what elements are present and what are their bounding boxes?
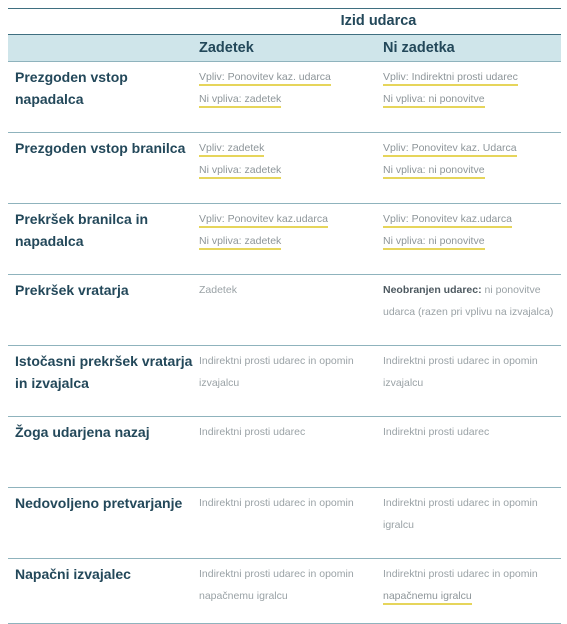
cell-text: Ni vpliva: ni ponovitve <box>383 164 485 179</box>
cell-text: Indirektni prosti udarec in opomin <box>383 568 538 580</box>
table-row <box>8 416 561 487</box>
cell-text: Ni vpliva: zadetek <box>199 164 281 179</box>
cell-goal: Indirektni prosti udarec in opomin izvajalcu <box>199 355 354 389</box>
row-label: Napačni izvajalec <box>15 566 131 582</box>
cell-no-goal <box>383 279 561 323</box>
cell-no-goal: Indirektni prosti udarec <box>383 426 490 438</box>
column-header-row <box>8 34 561 61</box>
cell-text: Vpliv: Ponovitev kaz. Udarca <box>383 142 517 157</box>
column-header-goal: Zadetek <box>199 40 254 56</box>
cell-goal <box>199 66 377 110</box>
cell-goal: Indirektni prosti udarec in opomin napačnemu igralcu <box>199 568 354 602</box>
table-row <box>8 203 561 274</box>
column-header-no-goal: Ni zadetka <box>383 40 455 56</box>
cell-bold-text: Neobranjen udarec: <box>383 284 482 296</box>
cell-text: Ni vpliva: ni ponovitve <box>383 93 485 108</box>
table-row <box>8 558 561 624</box>
table-title-row <box>8 8 561 34</box>
cell-goal: Zadetek <box>199 284 237 296</box>
row-label: Prezgoden vstop napadalca <box>15 69 128 107</box>
cell-text: Ni vpliva: ni ponovitve <box>383 235 485 250</box>
row-label: Nedovoljeno pretvarjanje <box>15 495 183 511</box>
row-label: Žoga udarjena nazaj <box>15 424 150 440</box>
cell-text: Ni vpliva: zadetek <box>199 235 281 250</box>
cell-no-goal <box>383 137 561 181</box>
cell-text: Vpliv: Ponovitev kaz. udarca <box>199 71 331 86</box>
table-row <box>8 61 561 132</box>
cell-goal: Indirektni prosti udarec <box>199 426 306 438</box>
cell-text: Vpliv: Indirektni prosti udarec <box>383 71 518 86</box>
table-row <box>8 132 561 203</box>
cell-text: Vpliv: zadetek <box>199 142 264 157</box>
row-label: Prezgoden vstop branilca <box>15 140 186 156</box>
cell-goal <box>199 208 377 252</box>
cell-no-goal <box>383 208 561 252</box>
cell-text: Vpliv: Ponovitev kaz.udarca <box>383 213 512 228</box>
table-title: Izid udarca <box>340 13 417 29</box>
cell-no-goal: Indirektni prosti udarec in opomin igralcu <box>383 497 538 531</box>
table-row <box>8 274 561 345</box>
cell-no-goal <box>383 66 561 110</box>
table-row <box>8 345 561 416</box>
row-label: Istočasni prekršek vratarja in izvajalca <box>15 353 193 391</box>
cell-goal: Indirektni prosti udarec in opomin <box>199 497 354 509</box>
cell-text: napačnemu igralcu <box>383 590 472 605</box>
row-label: Prekršek branilca in napadalca <box>15 211 149 249</box>
cell-no-goal: Indirektni prosti udarec in opomin izvajalcu <box>383 355 538 389</box>
cell-text: ni ponovitve udarca (razen pri vplivu na izvajalca) <box>383 284 554 318</box>
cell-goal <box>199 137 377 181</box>
rules-table <box>8 8 561 624</box>
cell-text: Ni vpliva: zadetek <box>199 93 281 108</box>
cell-text: Vpliv: Ponovitev kaz.udarca <box>199 213 328 228</box>
table-row <box>8 487 561 558</box>
row-label: Prekršek vratarja <box>15 282 129 298</box>
cell-no-goal <box>383 563 561 607</box>
